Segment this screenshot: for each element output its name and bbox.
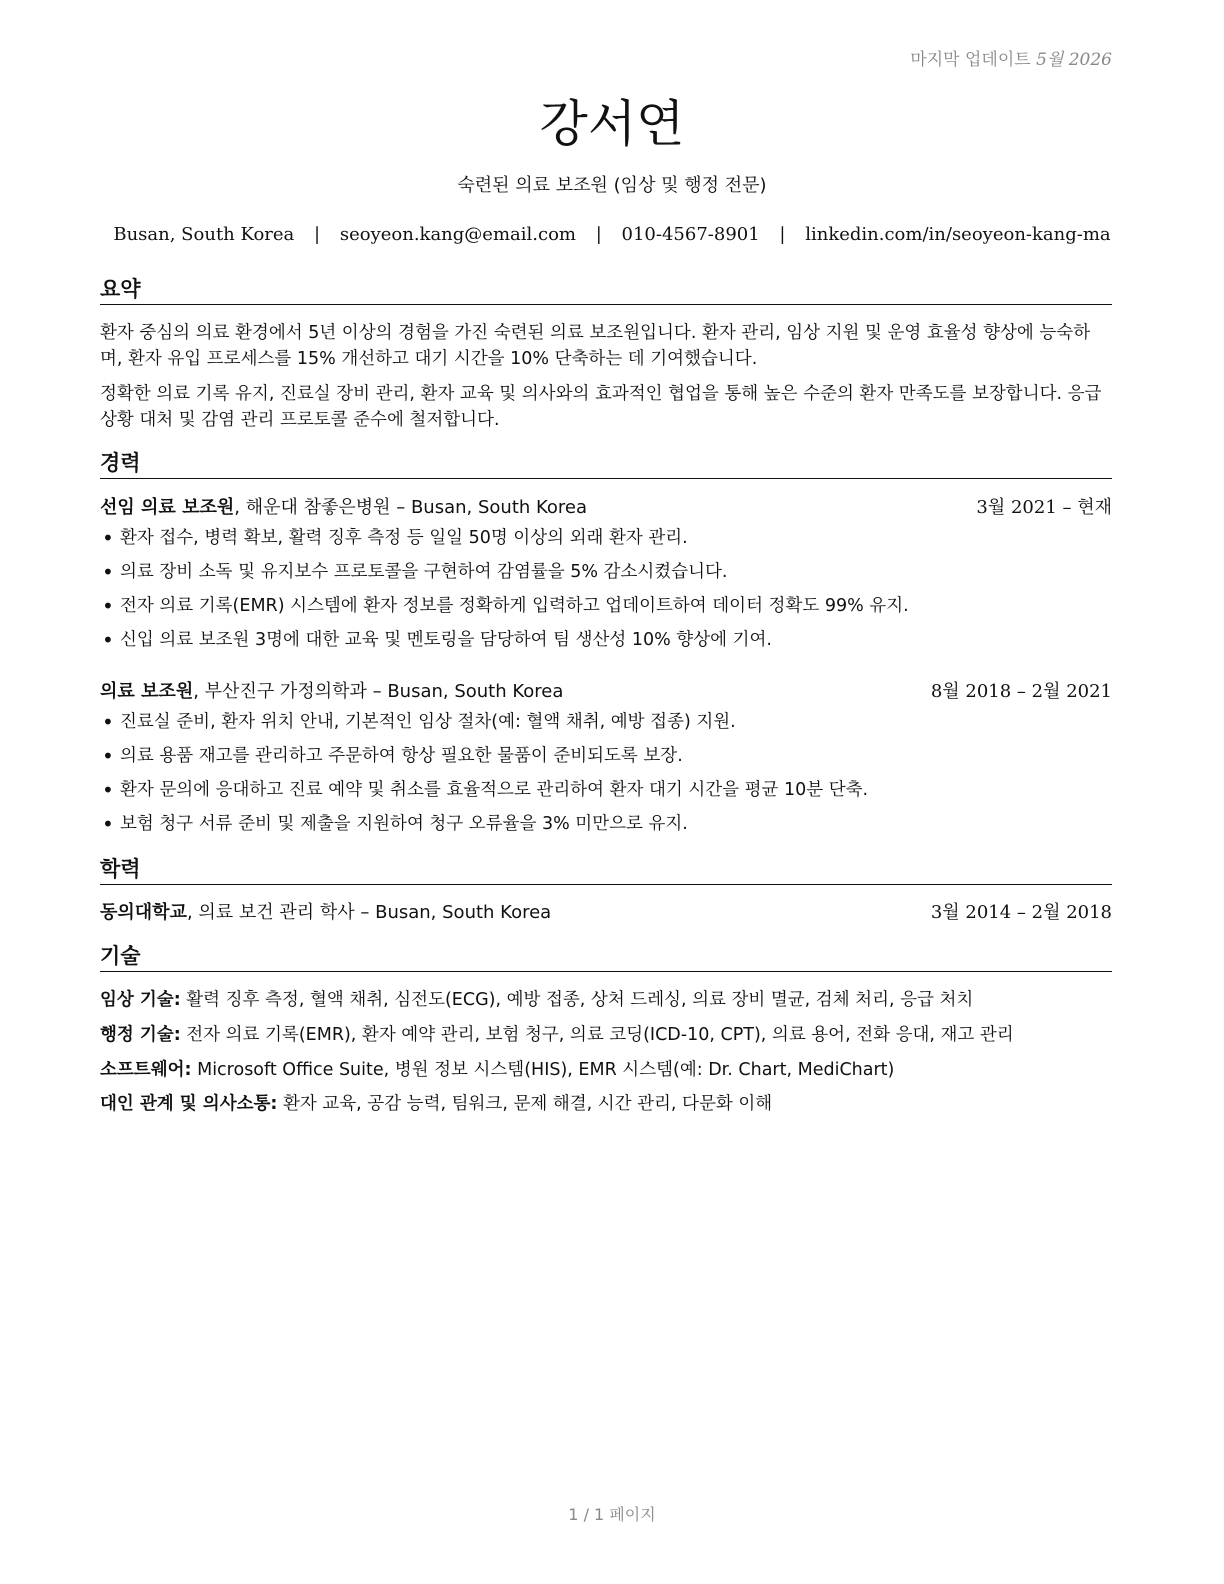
skill-label: 대인 관계 및 의사소통:	[100, 1094, 278, 1114]
list-item: • 진료실 준비, 환자 위치 안내, 기본적인 임상 절차(예: 혈액 채취, 예방 접종) 지원.	[100, 705, 1112, 739]
skill-row	[100, 1091, 1112, 1117]
job-dates: 8월 2018 – 2월 2021	[930, 681, 1112, 702]
last-updated-label: 마지막 업데이트	[910, 50, 1031, 70]
page-number: 1 / 1 페이지	[568, 1505, 656, 1524]
skill-label: 행정 기술:	[100, 1025, 181, 1045]
list-item: • 신입 의료 보조원 3명에 대한 교육 및 멘토링을 담당하여 팀 생산성 10% 향상에 기여.	[100, 623, 1112, 657]
list-item: • 보험 청구 서류 준비 및 제출을 지원하여 청구 오류율을 3% 미만으로 유지.	[100, 807, 1112, 841]
section-heading-skills: 기술	[100, 943, 1112, 972]
last-updated	[910, 45, 1112, 70]
job-entry	[100, 495, 1112, 521]
education-dates: 3월 2014 – 2월 2018	[930, 902, 1112, 923]
contact-location: Busan, South Korea	[113, 224, 295, 245]
contact-phone: 010-4567-8901	[621, 224, 760, 245]
list-item: • 환자 문의에 응대하고 진료 예약 및 취소를 효율적으로 관리하여 환자 대기 시간을 평균 10분 단축.	[100, 773, 1112, 807]
skill-value: 환자 교육, 공감 능력, 팀워크, 문제 해결, 시간 관리, 다문화 이해	[277, 1094, 773, 1114]
skill-row	[100, 1022, 1112, 1048]
contact-separator: |	[314, 224, 321, 245]
job-title: 선임 의료 보조원	[100, 497, 235, 518]
summary-paragraph: 환자 중심의 의료 환경에서 5년 이상의 경험을 가진 숙련된 의료 보조원입니다. 환자 관리, 임상 지원 및 운영 효율성 향상에 능숙하며, 환자 유입 프로세스를 15% 개선하고 대기 시간을 10% 단축하는 데 기여했습니다.	[100, 323, 1091, 369]
contact-line	[0, 224, 1224, 245]
job-dates: 3월 2021 – 현재	[976, 497, 1112, 518]
contact-separator: |	[779, 224, 786, 245]
candidate-subtitle: 숙련된 의료 보조원 (임상 및 행정 전문)	[457, 175, 767, 196]
list-item: • 의료 용품 재고를 관리하고 주문하여 항상 필요한 물품이 준비되도록 보장.	[100, 739, 1112, 773]
contact-linkedin[interactable]: linkedin.com/in/seoyeon-kang-ma	[805, 224, 1111, 245]
last-updated-date: 5월 2026	[1036, 50, 1112, 70]
skill-label: 임상 기술:	[100, 990, 181, 1010]
job-bullets	[100, 521, 1112, 657]
list-item: • 전자 의료 기록(EMR) 시스템에 환자 정보를 정확하게 입력하고 업데이트하여 데이터 정확도 99% 유지.	[100, 589, 1112, 623]
skill-label: 소프트웨어:	[100, 1060, 192, 1080]
job-org: , 부산진구 가정의학과 – Busan, South Korea	[193, 681, 564, 702]
education-detail: , 의료 보건 관리 학사 – Busan, South Korea	[186, 902, 552, 923]
section-heading-education: 학력	[100, 856, 1112, 885]
summary-paragraph: 정확한 의료 기록 유지, 진료실 장비 관리, 환자 교육 및 의사와의 효과적인 협업을 통해 높은 수준의 환자 만족도를 보장합니다. 응급 상황 대처 및 감염 관리 프로토콜 준수에 철저합니다.	[100, 384, 1102, 430]
skill-value: 활력 징후 측정, 혈액 채취, 심전도(ECG), 예방 접종, 상처 드레싱, 의료 장비 멸균, 검체 처리, 응급 처치	[180, 990, 974, 1010]
section-heading-experience: 경력	[100, 450, 1112, 479]
skill-row	[100, 987, 1112, 1013]
skill-row	[100, 1057, 1112, 1083]
job-title: 의료 보조원	[100, 681, 194, 702]
skill-value: Microsoft Office Suite, 병원 정보 시스템(HIS), EMR 시스템(예: Dr. Chart, MediChart)	[191, 1060, 895, 1080]
skill-value: 전자 의료 기록(EMR), 환자 예약 관리, 보험 청구, 의료 코딩(ICD-10, CPT), 의료 용어, 전화 응대, 재고 관리	[180, 1025, 1014, 1045]
education-entry	[100, 900, 1112, 926]
candidate-name: 강서연	[539, 95, 685, 153]
contact-email[interactable]: seoyeon.kang@email.com	[339, 224, 576, 245]
job-bullets	[100, 705, 1112, 841]
job-org: , 해운대 참좋은병원 – Busan, South Korea	[234, 497, 588, 518]
education-school: 동의대학교	[100, 902, 187, 923]
list-item: • 환자 접수, 병력 확보, 활력 징후 측정 등 일일 50명 이상의 외래 환자 관리.	[100, 521, 1112, 555]
contact-separator: |	[595, 224, 602, 245]
section-heading-summary: 요약	[100, 276, 1112, 305]
list-item: • 의료 장비 소독 및 유지보수 프로토콜을 구현하여 감염률을 5% 감소시켰습니다.	[100, 555, 1112, 589]
job-entry	[100, 679, 1112, 705]
